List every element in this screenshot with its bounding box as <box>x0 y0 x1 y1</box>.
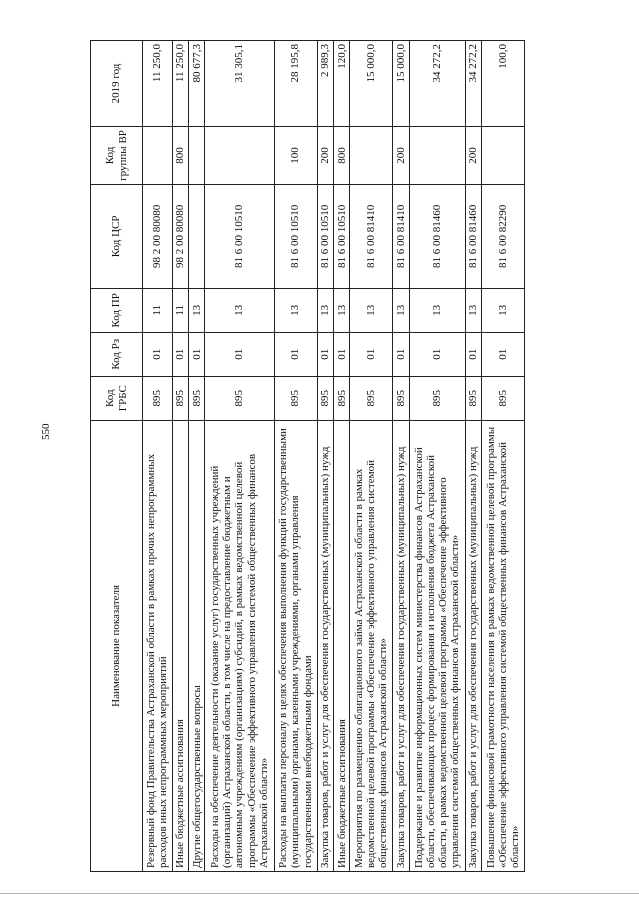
cell-rz: 01 <box>274 332 317 376</box>
table-row <box>172 41 188 872</box>
cell-value: 28 195,8 <box>274 41 317 127</box>
cell-pr: 13 <box>189 288 205 332</box>
cell-csr: 81 6 00 81460 <box>409 184 465 288</box>
cell-vr <box>350 126 393 184</box>
cell-name: Иные бюджетные ассигнования <box>333 420 349 871</box>
cell-rz: 01 <box>317 332 333 376</box>
cell-value: 34 272,2 <box>409 41 465 127</box>
header-grbs: Код ГРБС <box>91 376 143 420</box>
cell-value: 15 000,0 <box>393 41 409 127</box>
cell-pr: 13 <box>482 288 525 332</box>
table-row <box>143 41 173 872</box>
cell-name: Закупка товаров, работ и услуг для обеспечения государственных (муниципальных) нужд <box>465 420 481 871</box>
cell-value: 120,0 <box>333 41 349 127</box>
cell-name: Расходы на выплаты персоналу в целях обеспечения выполнения функций государственными (муниципальными) органами, казенными учреждениями, органами управления государственными внебюджетными фондами <box>274 420 317 871</box>
cell-vr: 800 <box>172 126 188 184</box>
cell-pr: 11 <box>143 288 173 332</box>
cell-rz: 01 <box>465 332 481 376</box>
table-row <box>350 41 393 872</box>
cell-grbs: 895 <box>350 376 393 420</box>
header-vr: Код группы ВР <box>91 126 143 184</box>
cell-pr: 11 <box>172 288 188 332</box>
cell-csr <box>189 184 205 288</box>
cell-grbs: 895 <box>189 376 205 420</box>
cell-vr: 200 <box>393 126 409 184</box>
cell-name: Закупка товаров, работ и услуг для обеспечения государственных (муниципальных) нужд <box>317 420 333 871</box>
cell-pr: 13 <box>350 288 393 332</box>
cell-rz: 01 <box>333 332 349 376</box>
cell-name: Мероприятия по размещению облигационного займа Астраханской области в рамках ведомственной целевой программы «Обеспечение эффективного управления системой общественных финансов Астраханской области» <box>350 420 393 871</box>
cell-csr: 81 6 00 10510 <box>333 184 349 288</box>
header-pr: Код ПР <box>91 288 143 332</box>
table-header-row <box>91 41 143 872</box>
cell-grbs: 895 <box>274 376 317 420</box>
table-row <box>333 41 349 872</box>
table-row <box>317 41 333 872</box>
cell-name: Другие общегосударственные вопросы <box>189 420 205 871</box>
cell-value: 2 989,3 <box>317 41 333 127</box>
header-name: Наименование показателя <box>91 420 143 871</box>
cell-rz: 01 <box>409 332 465 376</box>
cell-value: 31 305,1 <box>205 41 274 127</box>
cell-pr: 13 <box>274 288 317 332</box>
cell-grbs: 895 <box>205 376 274 420</box>
table-row <box>465 41 481 872</box>
cell-pr: 13 <box>465 288 481 332</box>
cell-csr: 81 6 00 81460 <box>465 184 481 288</box>
cell-vr <box>409 126 465 184</box>
cell-grbs: 895 <box>393 376 409 420</box>
cell-csr: 81 6 00 81410 <box>350 184 393 288</box>
cell-csr: 81 6 00 81410 <box>393 184 409 288</box>
cell-csr: 81 6 00 10510 <box>274 184 317 288</box>
table-row <box>482 41 525 872</box>
table-body <box>143 41 525 872</box>
table-row <box>393 41 409 872</box>
cell-rz: 01 <box>393 332 409 376</box>
header-rz: Код Рз <box>91 332 143 376</box>
cell-csr: 98 2 00 80080 <box>172 184 188 288</box>
cell-pr: 13 <box>333 288 349 332</box>
cell-pr: 13 <box>409 288 465 332</box>
cell-csr: 81 6 00 82290 <box>482 184 525 288</box>
cell-rz: 01 <box>143 332 173 376</box>
cell-value: 80 677,3 <box>189 41 205 127</box>
cell-vr <box>143 126 173 184</box>
cell-name: Закупка товаров, работ и услуг для обеспечения государственных (муниципальных) нужд <box>393 420 409 871</box>
cell-csr: 98 2 00 80080 <box>143 184 173 288</box>
table-row <box>189 41 205 872</box>
cell-name: Резервный фонд Правительства Астраханской области в рамках прочих непрограммных расходов иных непрограммных мероприятий <box>143 420 173 871</box>
budget-table <box>90 40 525 872</box>
cell-rz: 01 <box>350 332 393 376</box>
cell-name: Повышение финансовой грамотности населения в рамках ведомственной целевой программы «Обеспечение эффективного управления системой общественных финансов Астраханской области» <box>482 420 525 871</box>
cell-name: Расходы на обеспечение деятельности (оказание услуг) государственных учреждений (организаций) Астраханской области, в том числе на предоставление бюджетным и автономным учреждениям (организациям) субсидий, в рамках ведомственной целевой программы «Обеспечение эффективного управления системой общественных финансов Астраханской области» <box>205 420 274 871</box>
cell-value: 15 000,0 <box>350 41 393 127</box>
table-row <box>274 41 317 872</box>
cell-vr <box>189 126 205 184</box>
cell-grbs: 895 <box>143 376 173 420</box>
cell-rz: 01 <box>205 332 274 376</box>
cell-vr <box>205 126 274 184</box>
cell-name: Поддержание и развитие информационных систем министерства финансов Астраханской области, обеспечивающих процесс формирования и исполнения бюджета Астраханской области, в рамках ведомственной целевой программы «Обеспечение эффективного управления системой общественных финансов Астраханской области» <box>409 420 465 871</box>
cell-vr: 800 <box>333 126 349 184</box>
rotated-table-wrapper <box>90 40 525 872</box>
cell-grbs: 895 <box>172 376 188 420</box>
cell-rz: 01 <box>482 332 525 376</box>
table-row <box>205 41 274 872</box>
cell-grbs: 895 <box>465 376 481 420</box>
cell-grbs: 895 <box>482 376 525 420</box>
table-row <box>409 41 465 872</box>
cell-pr: 13 <box>317 288 333 332</box>
cell-value: 11 250,0 <box>172 41 188 127</box>
cell-rz: 01 <box>189 332 205 376</box>
cell-rz: 01 <box>172 332 188 376</box>
cell-vr: 200 <box>465 126 481 184</box>
page-number: 550 <box>40 423 52 440</box>
header-year: 2019 год <box>91 41 143 127</box>
cell-vr: 200 <box>317 126 333 184</box>
cell-csr: 81 6 00 10510 <box>317 184 333 288</box>
cell-grbs: 895 <box>333 376 349 420</box>
cell-value: 34 272,2 <box>465 41 481 127</box>
cell-pr: 13 <box>205 288 274 332</box>
cell-csr: 81 6 00 10510 <box>205 184 274 288</box>
cell-value: 11 250,0 <box>143 41 173 127</box>
bottom-rule <box>0 893 639 894</box>
cell-vr <box>482 126 525 184</box>
cell-vr: 100 <box>274 126 317 184</box>
header-csr: Код ЦСР <box>91 184 143 288</box>
cell-name: Иные бюджетные ассигнования <box>172 420 188 871</box>
cell-grbs: 895 <box>317 376 333 420</box>
cell-pr: 13 <box>393 288 409 332</box>
cell-grbs: 895 <box>409 376 465 420</box>
cell-value: 100,0 <box>482 41 525 127</box>
